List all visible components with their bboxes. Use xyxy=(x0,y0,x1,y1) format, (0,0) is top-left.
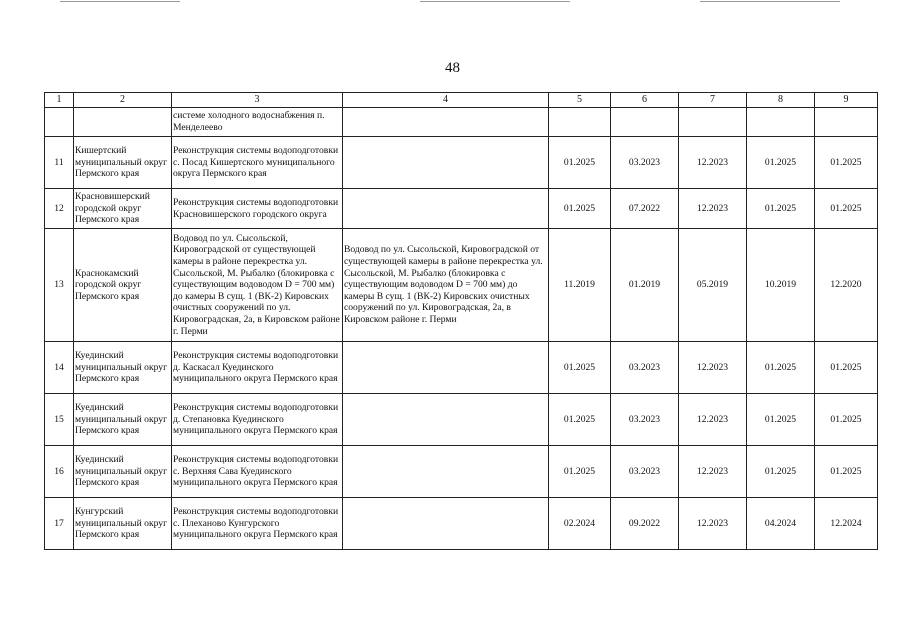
district-cell: Кишертский муниципальный округ Пермского края xyxy=(74,137,172,189)
project-cell: Реконструкция системы водоподготовки с. Верхняя Сава Куединского муниципального округа Пермского края xyxy=(172,446,343,498)
note-cell xyxy=(343,394,549,446)
project-cell: Реконструкция системы водоподготовки с. Плеханово Кунгурского муниципального округа Пермского края xyxy=(172,498,343,550)
district-cell: Кунгурский муниципальный округ Пермского края xyxy=(74,498,172,550)
page-number: 48 xyxy=(445,60,460,76)
date-cell: 12.2023 xyxy=(679,498,747,550)
district-cell: Красновишерский городской округ Пермского края xyxy=(74,189,172,229)
row-number-cell: 14 xyxy=(45,342,74,394)
scan-edge-mark xyxy=(700,1,840,2)
table-row xyxy=(45,498,878,550)
date-cell: 01.2025 xyxy=(549,394,611,446)
date-cell: 12.2023 xyxy=(679,189,747,229)
date-cell xyxy=(611,108,679,137)
header-cell: 5 xyxy=(549,93,611,108)
note-cell xyxy=(343,498,549,550)
header-cell: 7 xyxy=(679,93,747,108)
table-row xyxy=(45,446,878,498)
date-cell: 01.2025 xyxy=(549,446,611,498)
project-cell: Реконструкция системы водоподготовки д. Каскасал Куединского муниципального округа Пермского края xyxy=(172,342,343,394)
date-cell xyxy=(549,108,611,137)
note-cell: Водовод по ул. Сысольской, Кировоградской от существующей камеры в районе перекрестка ул. Сысольской, М. Рыбалко (блокировка с существующим водоводом D = 700 мм) до камеры В сущ. 1 (ВК-2) Кировских очистных сооружений по ул. Кировоградская, 2а, в Кировском районе г. Перми xyxy=(343,229,549,342)
date-cell: 01.2025 xyxy=(549,189,611,229)
project-cell: Реконструкция системы водоподготовки Красновишерского городского округа xyxy=(172,189,343,229)
district-cell: Краснокамский городской округ Пермского края xyxy=(74,229,172,342)
date-cell: 01.2025 xyxy=(815,394,878,446)
date-cell: 01.2019 xyxy=(611,229,679,342)
date-cell: 01.2025 xyxy=(747,189,815,229)
date-cell: 12.2023 xyxy=(679,446,747,498)
project-cell: Реконструкция системы водоподготовки с. Посад Кишертского муниципального округа Пермского края xyxy=(172,137,343,189)
date-cell: 01.2025 xyxy=(747,394,815,446)
note-cell xyxy=(343,342,549,394)
header-row xyxy=(45,93,878,108)
date-cell: 03.2023 xyxy=(611,394,679,446)
row-number-cell: 13 xyxy=(45,229,74,342)
table-row xyxy=(45,189,878,229)
project-cell: Реконструкция системы водоподготовки д. Степановка Куединского муниципального округа Пермского края xyxy=(172,394,343,446)
date-cell: 12.2023 xyxy=(679,342,747,394)
note-cell xyxy=(343,189,549,229)
project-cell: Водовод по ул. Сысольской, Кировоградской от существующей камеры в районе перекрестка ул. Сысольской, М. Рыбалко (блокировка с существующим водоводом D = 700 мм) до камеры В сущ. 1 (ВК-2) Кировских очистных сооружений по ул. Кировоградская, 2а, в Кировском районе г. Перми xyxy=(172,229,343,342)
district-cell: Куединский муниципальный округ Пермского края xyxy=(74,446,172,498)
date-cell: 10.2019 xyxy=(747,229,815,342)
date-cell xyxy=(747,108,815,137)
row-number-cell: 16 xyxy=(45,446,74,498)
date-cell: 12.2020 xyxy=(815,229,878,342)
row-number-cell xyxy=(45,108,74,137)
row-number-cell: 17 xyxy=(45,498,74,550)
table-row xyxy=(45,137,878,189)
date-cell: 01.2025 xyxy=(815,342,878,394)
note-cell xyxy=(343,137,549,189)
date-cell: 05.2019 xyxy=(679,229,747,342)
district-cell: Куединский муниципальный округ Пермского края xyxy=(74,342,172,394)
row-number-cell: 11 xyxy=(45,137,74,189)
date-cell: 01.2025 xyxy=(815,446,878,498)
header-cell: 9 xyxy=(815,93,878,108)
table-row-continuation xyxy=(45,108,878,137)
date-cell: 12.2023 xyxy=(679,137,747,189)
date-cell: 01.2025 xyxy=(815,189,878,229)
header-cell: 2 xyxy=(74,93,172,108)
date-cell: 01.2025 xyxy=(549,342,611,394)
header-cell: 1 xyxy=(45,93,74,108)
date-cell: 01.2025 xyxy=(815,137,878,189)
row-number-cell: 15 xyxy=(45,394,74,446)
district-cell: Куединский муниципальный округ Пермского края xyxy=(74,394,172,446)
table-row xyxy=(45,342,878,394)
date-cell: 03.2023 xyxy=(611,446,679,498)
date-cell: 01.2025 xyxy=(747,342,815,394)
date-cell: 03.2023 xyxy=(611,137,679,189)
note-cell xyxy=(343,446,549,498)
header-cell: 3 xyxy=(172,93,343,108)
table-row xyxy=(45,394,878,446)
date-cell: 02.2024 xyxy=(549,498,611,550)
date-cell: 12.2024 xyxy=(815,498,878,550)
header-cell: 8 xyxy=(747,93,815,108)
date-cell: 01.2025 xyxy=(747,137,815,189)
header-cell: 6 xyxy=(611,93,679,108)
scan-edge-mark xyxy=(60,1,180,2)
date-cell: 07.2022 xyxy=(611,189,679,229)
date-cell: 04.2024 xyxy=(747,498,815,550)
date-cell: 09.2022 xyxy=(611,498,679,550)
date-cell xyxy=(679,108,747,137)
project-cell: системе холодного водоснабжения п. Менделеево xyxy=(172,108,343,137)
date-cell: 11.2019 xyxy=(549,229,611,342)
note-cell xyxy=(343,108,549,137)
date-cell: 12.2023 xyxy=(679,394,747,446)
date-cell: 01.2025 xyxy=(549,137,611,189)
scan-edge-mark xyxy=(420,1,570,2)
district-cell xyxy=(74,108,172,137)
date-cell: 03.2023 xyxy=(611,342,679,394)
row-number-cell: 12 xyxy=(45,189,74,229)
header-cell: 4 xyxy=(343,93,549,108)
table-row xyxy=(45,229,878,342)
date-cell: 01.2025 xyxy=(747,446,815,498)
date-cell xyxy=(815,108,878,137)
projects-table xyxy=(44,92,878,550)
